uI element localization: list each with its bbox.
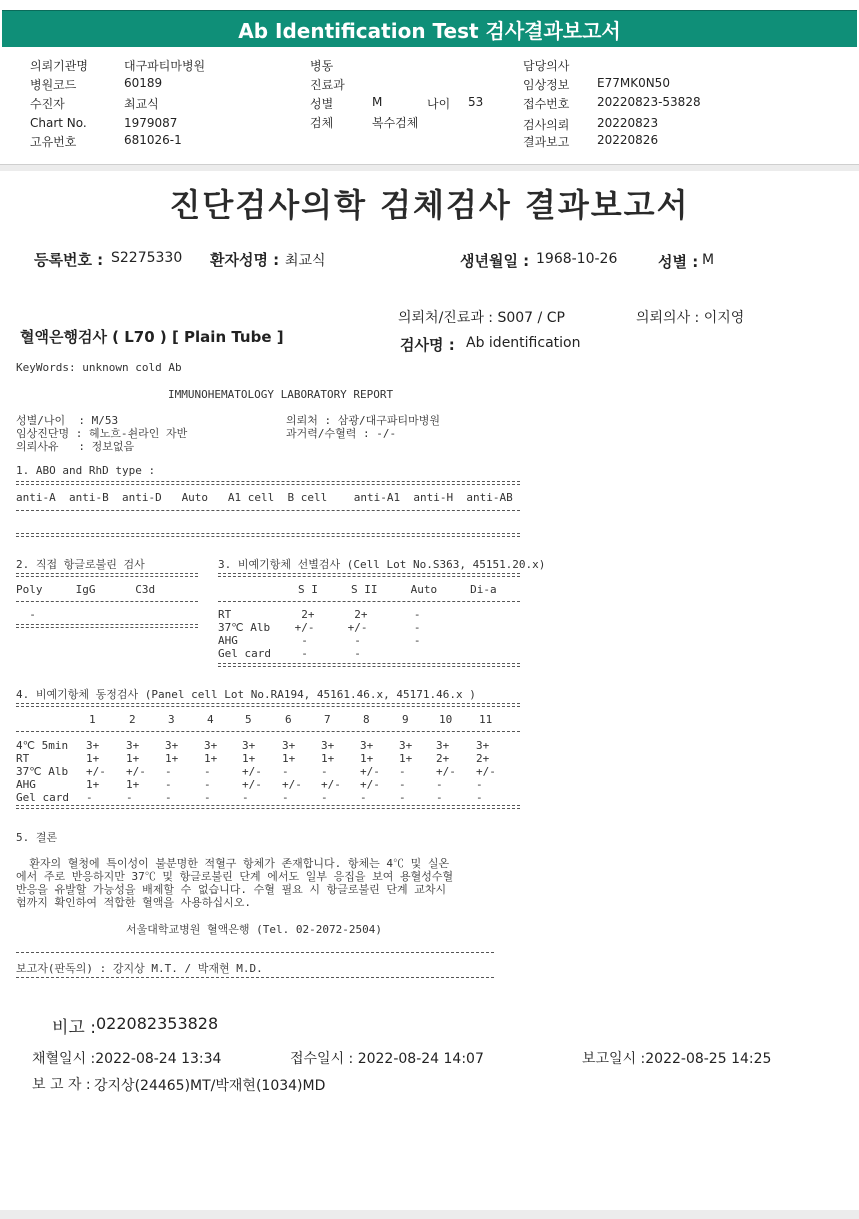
section-divider (0, 164, 859, 171)
header-label: 병원코드 (30, 78, 77, 92)
panel-cell: +/- (86, 765, 106, 778)
s3-title: 3. 비예기항체 선별검사 (Cell Lot No.S363, 45151.20.x) (218, 558, 546, 571)
header-label: 검체 (310, 116, 334, 130)
panel-col-header: 10 (439, 713, 453, 726)
rule (218, 573, 520, 577)
header-value: 20220826 (597, 133, 659, 147)
panel-col-header: 11 (479, 713, 493, 726)
header-value: 681026-1 (124, 133, 182, 147)
bottom-strip (0, 1210, 859, 1219)
panel-cell: 3+ (204, 739, 218, 752)
rule (218, 601, 520, 602)
panel-cell: 3+ (86, 739, 100, 752)
panel-cell: - (204, 791, 211, 804)
s3-row-label: AHG (218, 634, 238, 647)
panel-row-label: AHG (16, 778, 36, 791)
panel-cell: - (165, 765, 172, 778)
panel-cell: - (165, 791, 172, 804)
remark-label: 비고 : (52, 1018, 96, 1038)
panel-cell: 1+ (204, 752, 218, 765)
header-value: 복수검체 (372, 116, 419, 130)
panel-cell: +/- (360, 765, 380, 778)
header-value: 60189 (124, 76, 163, 90)
panel-col-header: 5 (245, 713, 252, 726)
panel-cell: 1+ (321, 752, 335, 765)
panel-row-label: RT (16, 752, 30, 765)
s1-headers: anti-A anti-B anti-D Auto A1 cell B cell anti-A1 anti-H anti-AB (16, 491, 513, 504)
header-value: 1979087 (124, 116, 178, 130)
panel-row-label: 4℃ 5min (16, 739, 69, 752)
panel-cell: +/- (282, 778, 302, 791)
hospital-line: 서울대학교병원 혈액은행 (Tel. 02-2072-2504) (126, 923, 382, 936)
sex-label: 성별 : (658, 253, 699, 271)
footer-reporter-value: 강지상(24465)MT/박재현(1034)MD (94, 1078, 326, 1094)
age-value: 53 (468, 95, 484, 109)
header-value: M (372, 95, 383, 109)
document-title: 진단검사의학 검체검사 결과보고서 (169, 186, 690, 224)
panel-row-label: Gel card (16, 791, 69, 804)
panel-cell: 3+ (360, 739, 374, 752)
header-value: 20220823-53828 (597, 95, 701, 109)
s3-row-values: - - (288, 647, 361, 660)
s3-headers: S I S II Auto Di-a (298, 583, 497, 596)
panel-cell: - (476, 791, 483, 804)
keywords: KeyWords: unknown cold Ab (16, 361, 182, 374)
header-value: 최교식 (124, 97, 159, 111)
panel-cell: - (321, 765, 328, 778)
panel-cell: - (86, 791, 93, 804)
history: 과거력/수혈력 : -/- (286, 427, 397, 440)
header-label: 담당의사 (523, 59, 570, 73)
panel-cell: 1+ (126, 778, 140, 791)
test-name-label: 검사명 : (400, 336, 455, 354)
panel-cell: - (282, 765, 289, 778)
receive-time: 접수일시 : 2022-08-24 14:07 (290, 1051, 484, 1067)
s1-title: 1. ABO and RhD type : (16, 464, 156, 477)
header-label: 고유번호 (30, 135, 77, 149)
header-label: 수진자 (30, 97, 65, 111)
dept-text: 의뢰처/진료과 : S007 / CP (398, 310, 565, 326)
rule (16, 510, 520, 511)
panel-col-header: 4 (207, 713, 214, 726)
doctor-text: 의뢰의사 : 이지영 (636, 310, 745, 326)
patient-label: 환자성명 : (210, 251, 280, 269)
panel-cell: 3+ (165, 739, 179, 752)
header-label: 병동 (310, 59, 334, 73)
panel-cell: +/- (242, 778, 262, 791)
header-label: 임상정보 (523, 78, 570, 92)
panel-cell: 1+ (242, 752, 256, 765)
panel-col-header: 6 (285, 713, 292, 726)
test-name-value: Ab identification (466, 335, 581, 351)
reason: 의뢰사유 : 정보없음 (16, 440, 135, 453)
panel-row-label: 37℃ Alb (16, 765, 69, 778)
s5-title: 5. 결론 (16, 831, 58, 844)
panel-cell: - (476, 778, 483, 791)
panel-cell: - (399, 791, 406, 804)
s3-row-label: 37℃ Alb (218, 621, 271, 634)
panel-cell: +/- (360, 778, 380, 791)
panel-cell: +/- (436, 765, 456, 778)
dob-value: 1968-10-26 (536, 251, 618, 267)
panel-cell: 1+ (86, 752, 100, 765)
rule (16, 805, 520, 809)
client: 의뢰처 : 삼광/대구파티마병원 (286, 414, 441, 427)
patient-value: 최교식 (285, 253, 326, 269)
panel-cell: 1+ (360, 752, 374, 765)
panel-cell: +/- (321, 778, 341, 791)
header-value: 20220823 (597, 116, 659, 130)
rule (16, 573, 198, 577)
rule (16, 703, 520, 707)
test-group: 혈액은행검사 ( L70 ) [ Plain Tube ] (20, 328, 284, 346)
panel-cell: 1+ (282, 752, 296, 765)
reporter-line: 보고자(판독의) : 강지상 M.T. / 박재현 M.D. (16, 962, 263, 975)
s3-row-label: RT (218, 608, 232, 621)
panel-cell: - (436, 791, 443, 804)
panel-cell: - (399, 765, 406, 778)
banner-title: Ab Identification Test 검사결과보고서 (238, 18, 621, 43)
panel-col-header: 8 (363, 713, 370, 726)
panel-cell: 1+ (86, 778, 100, 791)
panel-cell: 3+ (282, 739, 296, 752)
lab-title: IMMUNOHEMATOLOGY LABORATORY REPORT (168, 388, 394, 401)
rule (16, 533, 520, 537)
rule (16, 731, 520, 732)
panel-cell: +/- (242, 765, 262, 778)
header-label: 의뢰기관명 (30, 59, 88, 73)
panel-col-header: 7 (324, 713, 331, 726)
panel-cell: 3+ (126, 739, 140, 752)
conclusion-line: 험까지 확인하여 적합한 혈액을 사용하십시오. (16, 896, 252, 909)
panel-cell: - (204, 765, 211, 778)
panel-cell: 2+ (436, 752, 450, 765)
panel-cell: - (126, 791, 133, 804)
panel-cell: +/- (126, 765, 146, 778)
panel-cell: 3+ (321, 739, 335, 752)
panel-cell: - (242, 791, 249, 804)
panel-col-header: 3 (168, 713, 175, 726)
panel-cell: - (436, 778, 443, 791)
s2-title: 2. 직접 항글로불린 검사 (16, 558, 145, 571)
panel-cell: +/- (476, 765, 496, 778)
remark-value: 022082353828 (96, 1014, 219, 1033)
diagnosis: 임상진단명 : 헤노흐-쇤라인 자반 (16, 427, 188, 440)
header-label: Chart No. (30, 116, 87, 130)
panel-cell: 3+ (476, 739, 490, 752)
report-time: 보고일시 :2022-08-25 14:25 (582, 1051, 772, 1067)
rule (218, 663, 520, 667)
conclusion-line: 에서 주로 반응하지만 37℃ 및 항글로불린 단계 에서도 일부 응집을 보여 용혈성수혈 (16, 870, 454, 883)
panel-cell: - (360, 791, 367, 804)
footer-reporter-label: 보 고 자 : (32, 1077, 91, 1093)
panel-cell: 1+ (399, 752, 413, 765)
rule (16, 977, 494, 978)
header-label: 접수번호 (523, 97, 570, 111)
panel-col-header: 2 (129, 713, 136, 726)
rule (16, 952, 494, 953)
reg-label: 등록번호 : (34, 251, 104, 269)
panel-cell: - (399, 778, 406, 791)
panel-cell: 3+ (436, 739, 450, 752)
report-banner (2, 10, 857, 47)
panel-cell: 3+ (399, 739, 413, 752)
collect-time: 채혈일시 :2022-08-24 13:34 (32, 1051, 222, 1067)
s2-values: - (16, 608, 36, 621)
panel-cell: - (165, 778, 172, 791)
sex-age: 성별/나이 : M/53 (16, 414, 119, 427)
s3-row-values: +/- +/- - (288, 621, 421, 634)
s3-row-values: 2+ 2+ - (288, 608, 421, 621)
s4-title: 4. 비예기항체 동정검사 (Panel cell Lot No.RA194, 45161.46.x, 45171.46.x ) (16, 688, 476, 701)
header-value: E77MK0N50 (597, 76, 670, 90)
header-label: 진료과 (310, 78, 345, 92)
sex-value: M (702, 252, 715, 268)
s3-row-label: Gel card (218, 647, 271, 660)
conclusion-line: 반응을 유발할 가능성을 배제할 수 없습니다. 수혈 필요 시 항글로불린 단계 교차시 (16, 883, 447, 896)
panel-cell: 2+ (476, 752, 490, 765)
s2-headers: Poly IgG C3d (16, 583, 156, 596)
header-label: 검사의뢰 (523, 118, 570, 132)
header-value: 대구파티마병원 (124, 59, 206, 73)
panel-cell: - (204, 778, 211, 791)
rule (16, 481, 520, 485)
panel-cell: - (282, 791, 289, 804)
panel-cell: 3+ (242, 739, 256, 752)
panel-cell: - (321, 791, 328, 804)
rule (16, 624, 198, 628)
header-label: 결과보고 (523, 135, 570, 149)
panel-col-header: 9 (402, 713, 409, 726)
panel-cell: 1+ (165, 752, 179, 765)
rule (16, 601, 198, 602)
panel-cell: 1+ (126, 752, 140, 765)
dob-label: 생년월일 : (460, 252, 530, 270)
s3-row-values: - - - (288, 634, 421, 647)
panel-col-header: 1 (89, 713, 96, 726)
conclusion-line: 환자의 혈청에 특이성이 불분명한 적혈구 항체가 존재합니다. 항체는 4℃ 및 실온 (16, 857, 450, 870)
header-label: 성별 (310, 97, 334, 111)
reg-value: S2275330 (111, 250, 183, 266)
age-label: 나이 (427, 97, 451, 111)
